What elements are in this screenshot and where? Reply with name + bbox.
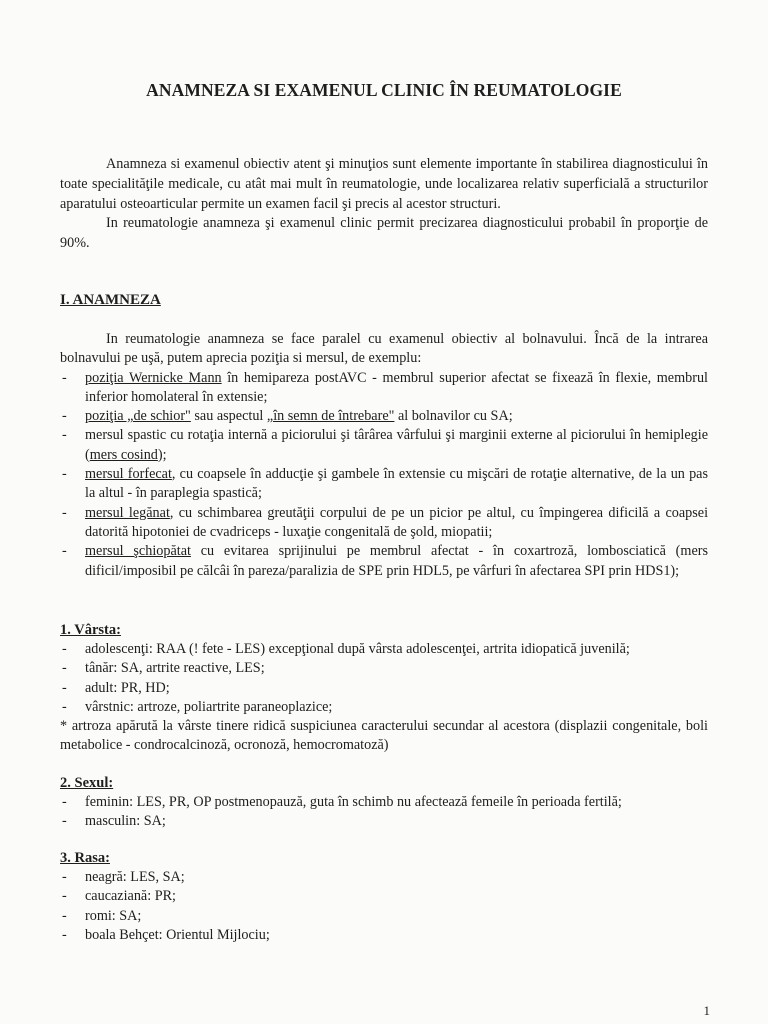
list-item [60, 465, 708, 504]
list-item: - romi: SA; [60, 907, 708, 926]
anamneza-intro: In reumatologie anamneza se face paralel cu examenul obiectiv al bolnavului. Încă de la intrarea bolnavului pe uşă, putem aprecia poziţia si mersul, de exemplu: [60, 331, 708, 367]
varsta-section [60, 640, 708, 756]
varsta-list [60, 640, 708, 717]
description: cu evitarea sprijinului pe membrul afectat - în coxartroză, lombosciatică (mers dificil/imposibil pe călcâi în pareza/paralizia de SPE prin HDL5, pe vârfuri în afectarea SPI prin HDS1); [85, 543, 708, 579]
intro-paragraph-1: Anamneza si examenul obiectiv atent şi minuţios sunt elemente importante în stabilirea diagnosticului în toate specialităţile medicale, cu atât mai mult în reumatologie, unde localizarea relativ superficială a structurilor aparatului osteoarticular permite un examen facil şi precis al acestor structuri. [60, 156, 708, 212]
list-item: - vârstnic: artroze, poliartrite paraneoplazice; [60, 698, 708, 717]
list-item [60, 407, 708, 426]
list-item: - masculin: SA; [60, 812, 708, 831]
intro-section [60, 155, 708, 254]
description: ); [157, 446, 167, 463]
term-secondary: „în semn de întrebare" [266, 408, 395, 425]
term: poziţia „de schior" [85, 408, 191, 425]
term: mersul legănat [85, 504, 170, 521]
list-item: - adult: PR, HD; [60, 679, 708, 698]
list-item: - neagră: LES, SA; [60, 868, 708, 887]
anamneza-section [60, 330, 708, 581]
posture-gait-list [60, 369, 708, 581]
document-title: ANAMNEZA SI EXAMENUL CLINIC ÎN REUMATOLOGIE [146, 80, 622, 100]
description: , cu schimbarea greutăţii corpului de pe un picior pe altul, cu împingerea dificilă a coapsei datorită hipotoniei de cvadriceps - luxaţie congenitală de şold, miopatii; [85, 504, 709, 540]
intro-paragraph-2: In reumatologie anamneza şi examenul clinic permit precizarea diagnosticului probabil în proporţie de 90%. [60, 215, 708, 252]
list-item: - adolescenţi: RAA (! fete - LES) excepţional după vârsta adolescenţei, artrita idiopatică juvenilă; [60, 640, 708, 659]
sexul-list [60, 793, 708, 832]
page-number: 1 [703, 1003, 710, 1018]
list-item [60, 504, 708, 543]
list-item: - feminin: LES, PR, OP postmenopauză, guta în schimb nu afectează femeile în perioada fertilă; [60, 793, 708, 812]
subsection-title-sexul: 2. Sexul: [60, 775, 114, 791]
description: mersul spastic cu rotaţia internă a piciorului şi târârea vârfului şi marginii externe al piciorului în hemiplegie ( [85, 427, 708, 463]
term: poziţia Wernicke Mann [85, 369, 222, 386]
sexul-section [60, 793, 708, 832]
rasa-list [60, 868, 708, 945]
description: în hemipareza postAVC - membrul superior afectat se fixează în flexie, membrul inferior homolateral în extensie; [85, 369, 708, 405]
section-title-anamneza: I. ANAMNEZA [60, 292, 161, 308]
list-item [60, 426, 708, 465]
list-item: - boala Behçet: Orientul Mijlociu; [60, 926, 708, 945]
list-item: - tânăr: SA, artrite reactive, LES; [60, 659, 708, 678]
term: mersul şchiopătat [85, 543, 191, 560]
list-item [60, 542, 708, 581]
list-item: - caucaziană: PR; [60, 887, 708, 906]
varsta-note: * artroza apărută la vârste tinere ridică suspiciunea caracterului secundar al acestora (displazii congenitale, boli metabolice - condrocalcinoză, ocronoză, hemocromatoză) [60, 718, 708, 754]
subsection-title-rasa: 3. Rasa: [60, 850, 110, 866]
description: sau aspectul [190, 408, 267, 425]
list-item [60, 369, 708, 408]
rasa-section [60, 868, 708, 945]
description: al bolnavilor cu SA; [394, 408, 513, 425]
term: mers cosind [89, 446, 158, 463]
term: mersul forfecat [85, 466, 172, 483]
description: , cu coapsele în adducţie şi gambele în extensie cu mişcări de rotaţie alternative, de la un pas la altul - în paraplegia spastică; [85, 466, 708, 502]
subsection-title-varsta: 1. Vârsta: [60, 622, 121, 638]
